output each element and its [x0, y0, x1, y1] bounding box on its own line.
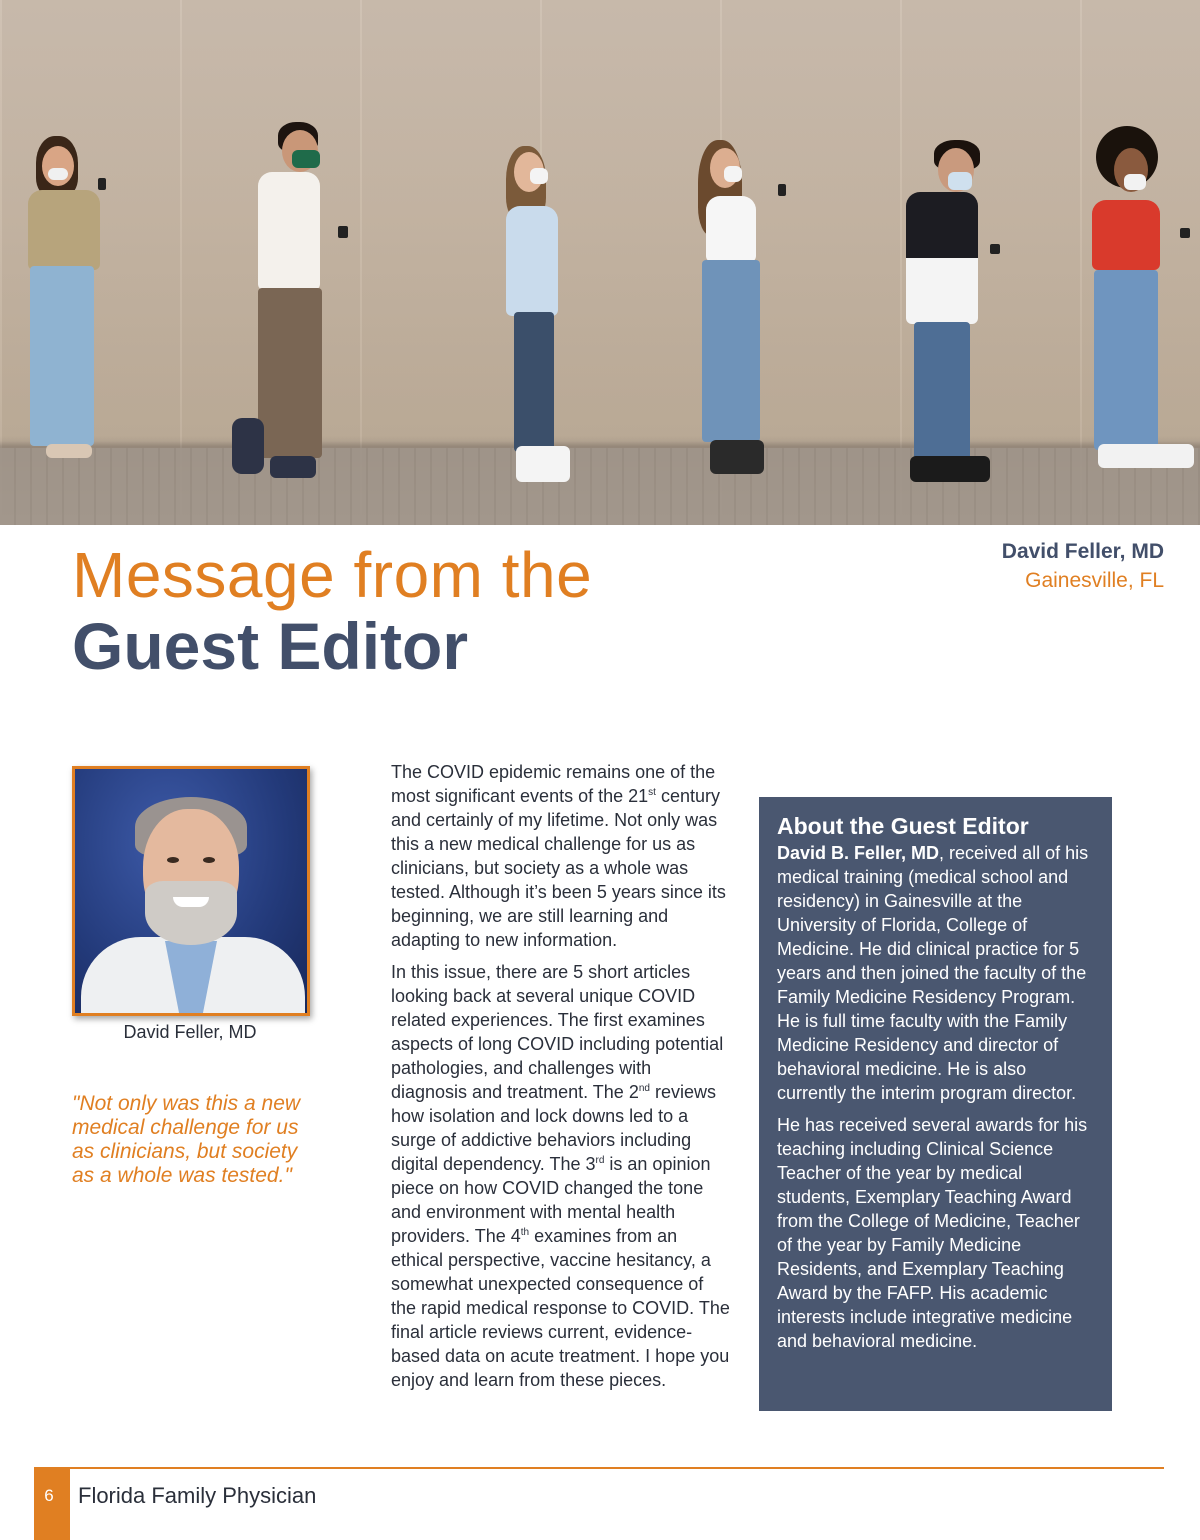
text-run: In this issue, there are 5 short articles looking back at several unique COVID related experiences. The first examines aspects of long COVID including potential pathologies, and challenges with diagnosis and treatment. The 2 — [391, 962, 724, 1102]
author-portrait — [72, 766, 310, 1016]
publication-name: Florida Family Physician — [78, 1483, 317, 1508]
hero-photo — [0, 0, 1200, 525]
superscript: rd — [595, 1155, 605, 1166]
about-sidebar — [759, 797, 1112, 1411]
text-run: examines from an ethical perspective, vaccine hesitancy, a somewhat unexpected consequence of the rapid medical response to COVID. The final article reviews current, evidence-based data on acute treatment. I hope you enjoy and learn from these pieces. — [391, 1226, 730, 1390]
text-run: century and certainly of my lifetime. Not only was this a new medical challenge for us as clinicians, but society as a whole was tested. Although it’s been 5 years since its beginning, we are still learning and adapting to new information. — [391, 786, 726, 950]
person-in-line — [900, 140, 1010, 485]
person-in-line — [690, 140, 800, 480]
about-paragraph — [777, 841, 1094, 1105]
about-name: David B. Feller, MD — [777, 843, 940, 863]
article-paragraph — [391, 960, 731, 1392]
portrait-eye — [167, 857, 179, 863]
page-number: 6 — [44, 1486, 54, 1505]
about-title: About the Guest Editor — [777, 813, 1029, 839]
text-run: is an opinion piece on how COVID changed the tone and environment with mental health providers. The 4 — [391, 1154, 711, 1246]
text-run: reviews how isolation and lock downs led to a surge of addictive behaviors including digital dependency. The 3 — [391, 1082, 716, 1174]
article-body — [391, 760, 731, 1400]
headline-line-1: Message from the — [72, 539, 593, 611]
author-location: Gainesville, FL — [1025, 569, 1164, 592]
text-run: , received all of his medical training (medical school and residency) in Gainesville at the University of Florida, College of Medicine. He did clinical practice for 5 years and then joined the faculty of the Family Medicine Residency Program. He is full time faculty with the Family Medicine Residency and director of behavioral medicine. He is also currently the interim program director. — [777, 843, 1089, 1103]
portrait-smile — [173, 897, 209, 907]
superscript: nd — [638, 1083, 650, 1094]
text-run: The COVID epidemic remains one of the most significant events of the 21 — [391, 762, 716, 806]
author-name: David Feller, MD — [1001, 540, 1164, 563]
person-in-line — [1086, 126, 1200, 486]
superscript: st — [648, 787, 656, 798]
article-paragraph — [391, 760, 731, 952]
headline-line-2: Guest Editor — [72, 609, 469, 683]
about-paragraph: He has received several awards for his teaching including Clinical Science Teacher of the year by medical students, Exemplary Teaching Award from the College of Medicine, Teacher of the year by Family Medicine Residents, and Exemplary Teaching Award by the FAFP. His academic interests include integrative medicine and behavioral medicine. — [777, 1115, 1088, 1351]
portrait-beard — [145, 881, 237, 945]
portrait-eye — [203, 857, 215, 863]
person-in-line — [22, 136, 112, 471]
person-in-line — [496, 144, 586, 488]
sidewalk — [0, 448, 1200, 525]
person-in-line — [230, 122, 360, 482]
superscript: th — [520, 1227, 530, 1238]
portrait-caption: David Feller, MD — [123, 1022, 257, 1042]
footer-rule — [34, 1467, 1164, 1469]
pull-quote: "Not only was this a new medical challenge for us as clinicians, but society as a whole was tested." — [72, 1092, 301, 1187]
